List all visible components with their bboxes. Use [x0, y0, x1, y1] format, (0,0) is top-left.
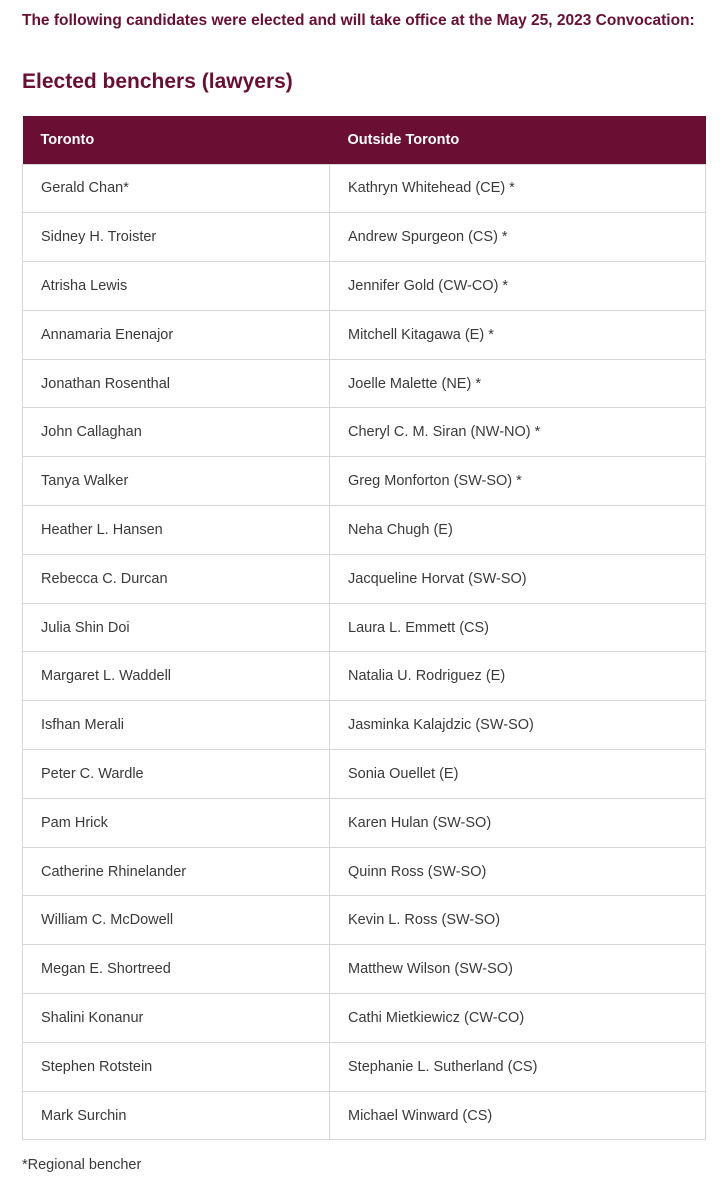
outside-toronto-bencher-cell: Cheryl C. M. Siran (NW-NO) * [330, 408, 706, 457]
table-body [23, 164, 706, 1140]
toronto-bencher-cell: Catherine Rhinelander [23, 847, 330, 896]
toronto-bencher-cell: Rebecca C. Durcan [23, 554, 330, 603]
table-row [23, 1091, 706, 1140]
table-row [23, 798, 706, 847]
toronto-bencher-cell: Shalini Konanur [23, 994, 330, 1043]
outside-toronto-bencher-cell: Karen Hulan (SW-SO) [330, 798, 706, 847]
toronto-bencher-cell: Tanya Walker [23, 457, 330, 506]
column-header-outside-toronto: Outside Toronto [330, 116, 706, 164]
toronto-bencher-cell: Stephen Rotstein [23, 1042, 330, 1091]
toronto-bencher-cell: Megan E. Shortreed [23, 945, 330, 994]
intro-text: The following candidates were elected and will take office at the May 25, 2023 Convocation: [22, 12, 695, 29]
outside-toronto-bencher-cell: Stephanie L. Sutherland (CS) [330, 1042, 706, 1091]
toronto-bencher-cell: Annamaria Enenajor [23, 310, 330, 359]
outside-toronto-bencher-cell: Mitchell Kitagawa (E) * [330, 310, 706, 359]
section-title: Elected benchers (lawyers) [22, 70, 293, 93]
footnote: *Regional bencher [22, 1157, 142, 1173]
table-row [23, 359, 706, 408]
table-row [23, 701, 706, 750]
table-row [23, 896, 706, 945]
table-row [23, 994, 706, 1043]
toronto-bencher-cell: Sidney H. Troister [23, 213, 330, 262]
table-row [23, 310, 706, 359]
outside-toronto-bencher-cell: Michael Winward (CS) [330, 1091, 706, 1140]
outside-toronto-bencher-cell: Quinn Ross (SW-SO) [330, 847, 706, 896]
outside-toronto-bencher-cell: Jacqueline Horvat (SW-SO) [330, 554, 706, 603]
toronto-bencher-cell: Jonathan Rosenthal [23, 359, 330, 408]
toronto-bencher-cell: Margaret L. Waddell [23, 652, 330, 701]
toronto-bencher-cell: John Callaghan [23, 408, 330, 457]
outside-toronto-bencher-cell: Cathi Mietkiewicz (CW-CO) [330, 994, 706, 1043]
toronto-bencher-cell: Julia Shin Doi [23, 603, 330, 652]
toronto-bencher-cell: Mark Surchin [23, 1091, 330, 1140]
table-row [23, 213, 706, 262]
outside-toronto-bencher-cell: Kathryn Whitehead (CE) * [330, 164, 706, 213]
table-row [23, 408, 706, 457]
table-row [23, 945, 706, 994]
outside-toronto-bencher-cell: Joelle Malette (NE) * [330, 359, 706, 408]
table-row [23, 554, 706, 603]
toronto-bencher-cell: William C. McDowell [23, 896, 330, 945]
outside-toronto-bencher-cell: Neha Chugh (E) [330, 506, 706, 555]
outside-toronto-bencher-cell: Andrew Spurgeon (CS) * [330, 213, 706, 262]
table-row [23, 506, 706, 555]
outside-toronto-bencher-cell: Laura L. Emmett (CS) [330, 603, 706, 652]
table-row [23, 164, 706, 213]
table-row [23, 652, 706, 701]
table-row [23, 750, 706, 799]
outside-toronto-bencher-cell: Sonia Ouellet (E) [330, 750, 706, 799]
column-header-toronto: Toronto [23, 116, 330, 164]
table-row [23, 847, 706, 896]
outside-toronto-bencher-cell: Matthew Wilson (SW-SO) [330, 945, 706, 994]
outside-toronto-bencher-cell: Natalia U. Rodriguez (E) [330, 652, 706, 701]
toronto-bencher-cell: Pam Hrick [23, 798, 330, 847]
toronto-bencher-cell: Heather L. Hansen [23, 506, 330, 555]
outside-toronto-bencher-cell: Jennifer Gold (CW-CO) * [330, 262, 706, 311]
outside-toronto-bencher-cell: Jasminka Kalajdzic (SW-SO) [330, 701, 706, 750]
outside-toronto-bencher-cell: Kevin L. Ross (SW-SO) [330, 896, 706, 945]
toronto-bencher-cell: Gerald Chan* [23, 164, 330, 213]
benchers-table [22, 116, 706, 1140]
table-row [23, 457, 706, 506]
table-row [23, 1042, 706, 1091]
table-row [23, 262, 706, 311]
table-header-row [23, 116, 706, 164]
outside-toronto-bencher-cell: Greg Monforton (SW-SO) * [330, 457, 706, 506]
toronto-bencher-cell: Isfhan Merali [23, 701, 330, 750]
table-row [23, 603, 706, 652]
toronto-bencher-cell: Peter C. Wardle [23, 750, 330, 799]
toronto-bencher-cell: Atrisha Lewis [23, 262, 330, 311]
